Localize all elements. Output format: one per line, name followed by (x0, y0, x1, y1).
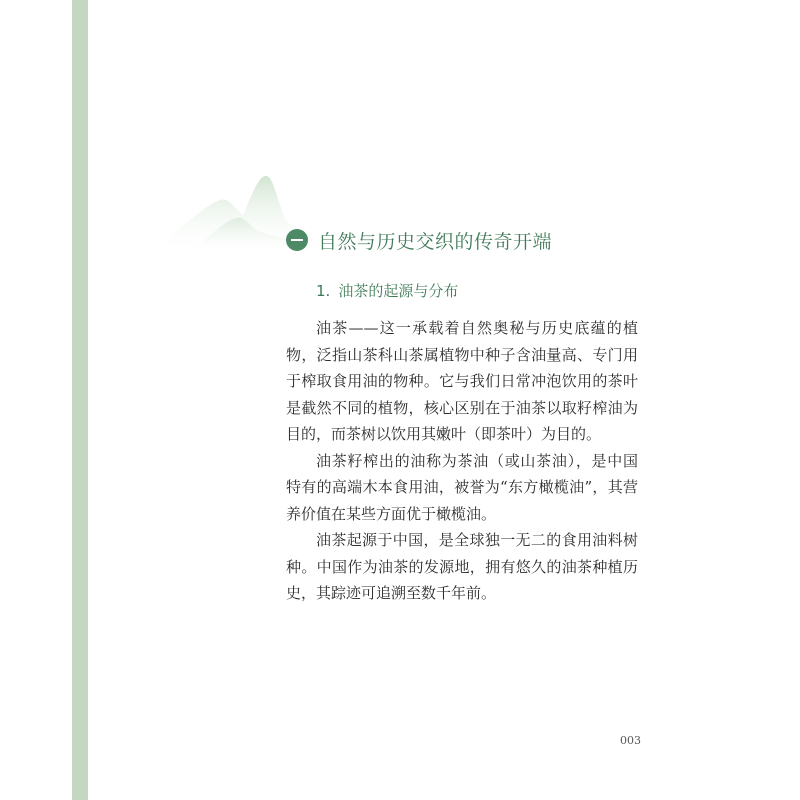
section-number: 1. (316, 282, 331, 300)
side-stripe (72, 0, 88, 800)
chapter-number-badge (286, 229, 308, 251)
chapter-title: 自然与历史交织的传奇开端 (318, 230, 553, 253)
paragraph: 油茶——这一承载着自然奥秘与历史底蕴的植物，泛指山茶科山茶属植物中种子含油量高、专门用于榨取食用油的物种。它与我们日常冲泡饮用的茶叶是截然不同的植物，核心区别在于油茶以取籽榨油为目的，而茶树以饮用其嫩叶（即茶叶）为目的。 (286, 319, 638, 443)
body-text (286, 315, 638, 607)
paragraph: 油茶籽榨出的油称为茶油（或山茶油），是中国特有的高端木本食用油，被誉为“东方橄榄油”，其营养价值在某些方面优于橄榄油。 (286, 451, 638, 523)
section-title: 油茶的起源与分布 (338, 282, 459, 300)
section-heading (316, 280, 458, 301)
page-number: 003 (620, 734, 641, 747)
paragraph: 油茶起源于中国，是全球独一无二的食用油料树种。中国作为油茶的发源地，拥有悠久的油茶种植历史，其踪迹可追溯至数千年前。 (286, 531, 638, 602)
chapter-heading (286, 226, 552, 254)
